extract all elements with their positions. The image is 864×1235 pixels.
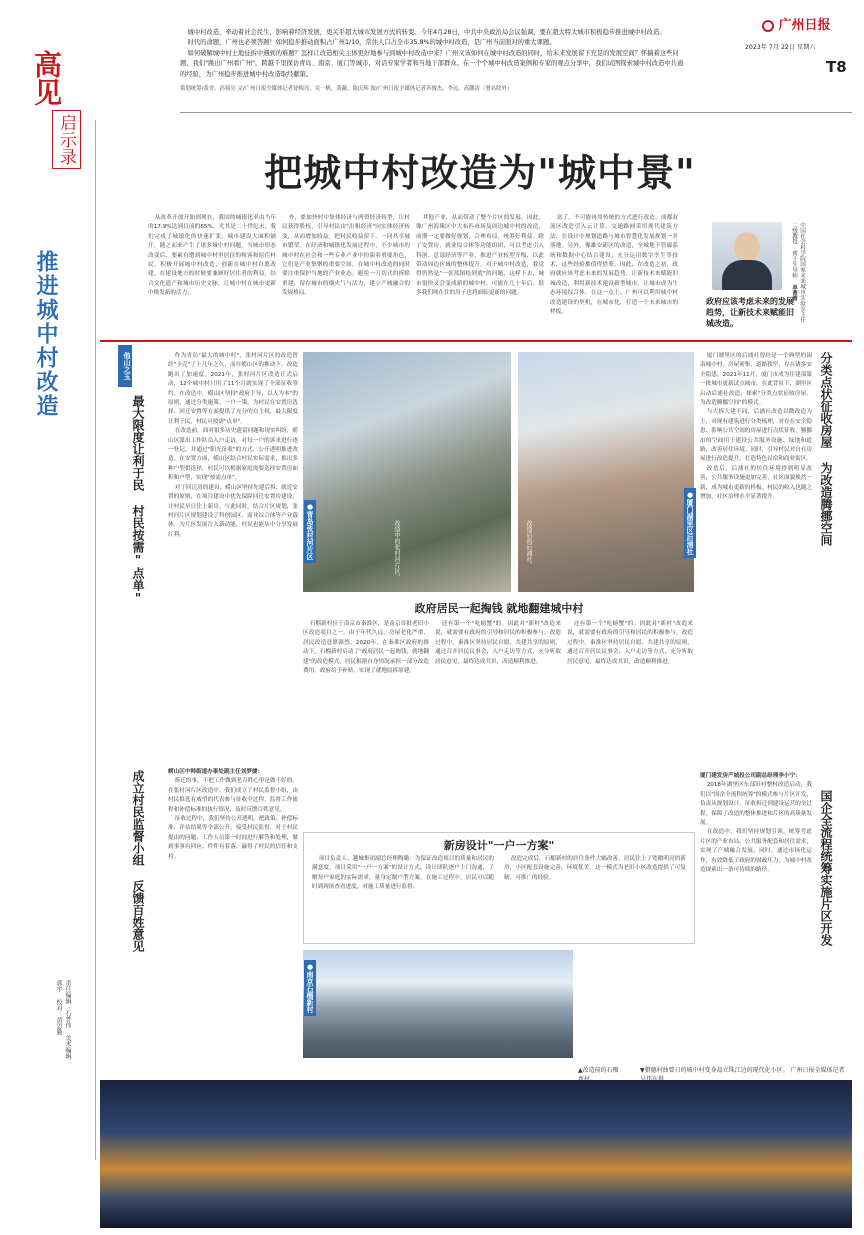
photo-zhangcunhe (303, 352, 511, 592)
article5-col1: 项目负责人、越城集团副总经理陶璐：为保证改造项目的质量和居民的满意度，项目采用"一户一方案"的设计方式，设计团队逐户上门沟通，了解每户家庭的实际需求，量身定制户型方案。在施工过程中，居民可以随时到现场查看进度，对施工质量进行监督。 (312, 856, 494, 891)
photo3-caption: ▲改造前的石榴 (578, 1067, 619, 1074)
intro-p1: 城中村改造，牵动着社会民生，影响着经济发展，更关乎超大城市发展方式的转变。今年4月28日，中共中央政治局会议强调，要在超大特大城市积极稳步推进城中村改造。 (187, 29, 666, 36)
article4-col1: 石榴新村位于南京市秦淮区，是南京首批老旧小区改造项目之一。由于年代久远，房屋老化严重，居民改造意愿强烈。2020年，在秦淮区政府的推动下，石榴新村启动了"政府居民一起掏钱，就地翻建"的改造模式，居民根据自身情况承担一部分改造费用，政府给予补贴，实现了就地原拆原建。 (303, 621, 429, 675)
intro-p2: 时代的命题，广州也必须答题！如何稳步推动面积占广州1/10，常住人口占全市35.8%的城中村改造，是广州当前面对的重大课题。 (187, 39, 556, 47)
pin-icon: ● (306, 963, 314, 971)
intro-credits: 策划统筹/黄舍、孙锦亮 文/广州日报全媒体记者徐梅亮、吴一帆、黄蔽、陈庆辉 图/广州日报全媒体记者苏俊杰、李远、高鹏涛（署名除外） (180, 86, 513, 93)
article4-col2: 还有第一个"吃螃蟹"的。因此对"新村"改造来说，就需要有政府的引导和居民的积极参与。改造过程中，秦淮区坚持居民自愿、共建共享的原则，通过召开居民议事会、入户走访等方式，充分听取居民意见，最终达成共识，改造顺利推进。 (435, 621, 561, 665)
pin-icon: ● (686, 491, 694, 499)
photo-houpu (518, 352, 694, 592)
intro-divider (180, 112, 852, 113)
article7-title: 国企全流程统筹实施片区开发 (819, 790, 833, 946)
photo2-caption: 改造后的后浦社。 (525, 520, 532, 568)
article6-title: 成立村民监督小组 反馈百姓意见 (131, 770, 145, 952)
masthead-logo: 广州日报 (762, 14, 852, 36)
side-vertical-title: 推进城中村改造 (33, 250, 58, 418)
article3-headline: 分类点状征收房屋 为改造腾挪空间 (819, 352, 833, 546)
article6-col: 崂山区中韩街道办事处副主任刘梦捷： 拆迁的事，不把工作做到老百姓心里是做不好的。在张村河片区改造中，我们成立了村民监督小组，由村民推选有威望的代表参与征收全过程，监督工作流程和补偿标准的执行情况，及时反馈百姓意见。 征收过程中，我们坚持公开透明，把政策、补偿标准、评估结果等全部公开，接受村民监督。对于村民提出的问题，工作人员第一时间进行解答和处理，做到事事有回应、件件有着落，赢得了村民的信任和支持。 (168, 769, 298, 860)
pin-icon: ● (306, 503, 314, 511)
sun-icon (762, 20, 774, 32)
article1-col3: 其他产业，从而带动了整个片区的发展。因此，像广州海珠区中大布匹市场及周边城中村的改造，前期一定要做好规划，合理布局，统筹好利益。除了安置房、就业综合体等功能组团，可以考虑引入科创、总部经济等产业，推进产业转型升级，以此带动周边区域的整体提升。对于城中村改造，我觉得仍然是"一张蓝图绘到底"的问题，这样下去，城市很快又会变成新的城中村。可能在几十年后，很多我们现在住的房子也将面临更新的问题。 (416, 215, 544, 297)
article5-box (303, 832, 695, 944)
editor-credits: 责任编辑：石普伟 美术编辑：郭宇 校对：黄思勤 (55, 980, 71, 1065)
issue-date: 2023年 7月 22日 星期六 (745, 44, 816, 51)
article1-col1: 从改革开放开始到现在，我国的城镇化率由当年的17.9%达到目前的65%，尤其是二十世纪末，我们完成了城镇化的快速扩张，城市建设大面积铺开，随之而来产生了诸多城中村问题。当城市形态改变后，要素有遭到城中村里居住的租客和原住村民，积极开展城中村改造，创新在城中村自愿改建，在建设地方的时候要兼顾好居住者的利益，结合文化遗产和城市历史文脉，让城中村在城市更新中焕发新的活力。 (148, 215, 276, 297)
main-title: 把城中村改造为"城中景" (264, 150, 696, 195)
photo-liede (100, 1080, 852, 1228)
section-label-left: 他山之玉 (118, 345, 132, 387)
article1-col4: 富了，不可能再用传统的方式进行改造。成都双流区改造引入云计算，交通路网采用现代建筑方法，在设计中规划道路与城市智慧化发展规划一并落地。另外，像雄安新区的改造，全城地下管廊系统和数据中心结合建设，充分运用数字孪生等技术，这些经验都值得借鉴。因此，在改造之初，政府就应该考虑未来的发展趋势，让新技术来赋能旧城改造，利用新技术建设新型城市，让城市成为生态环境综合体。在这一点上，广州可以利用城中村改造建设的契机，在城市化，打造一个未来城市的样板。 (550, 215, 678, 316)
expert-title: 中国社会科学院国家未来城市实验室主任 二级教授 博士生导师 单菁菁 (791, 222, 805, 323)
intro-block (180, 28, 685, 94)
section-divider (100, 340, 852, 342)
article4-col3: 还有第一个"吃螃蟹"的。因此对"新村"改造来说，就需要有政府的引导和居民的积极参与。改造过程中，秦淮区坚持居民自愿、共建共享的原则，通过召开居民议事会、入户走访等方式，充分听取居民意见，最终达成共识，改造顺利推进。 (567, 621, 693, 665)
photo2-label: ●厦门湖里区后浦社 (684, 488, 696, 558)
photo3-label: ●南京石榴新村 (304, 960, 316, 1016)
photo1-label: ●青岛张村河片区 (304, 500, 316, 563)
photo1-caption: 改造中的张村河片区。 (393, 520, 400, 580)
left-rule (95, 120, 96, 1160)
photo-shiliu (303, 950, 573, 1058)
article2-headline: 最大限度让利于民 村民按需"点单" (131, 395, 145, 605)
page-number: T8 (826, 58, 847, 76)
expert-quote: 政府应该考虑未来的发展趋势，让新技术来赋能旧城改造。 (706, 297, 794, 328)
brand-big: 高见 (30, 50, 63, 106)
photo4-caption: ▼猎德村曲曾日的城中村变身晶立珠江边的现代化小区。 广州日报全媒体记者 (640, 1067, 845, 1074)
intro-p3: 如何破解城中村土地征拆中遇到的难题？怎样让改造相关主体更好地参与到城中村改造中来？广州又该如何在城中村改造的同时，给未来发展留下充足的发展空间？怀揣着这些问题，我们"跳出广州看广州"，跨越千里探访青岛、南京、厦门等城市，对话专家学者和当地干部群众。在一个个城中村改造案例和专家的观点分享中，我们试图探索城中村改造中共通的经验，为广州稳步推进城中村改造取经献策。 (180, 49, 684, 78)
article4-title: 政府居民一起掏钱 就地翻建城中村 (414, 602, 584, 615)
column-brand (24, 50, 84, 190)
article5-title: 新房设计"一户一方案" (443, 839, 555, 852)
person-icon (734, 232, 760, 262)
article1-col2: 外，要加快村中集体经济与两资经济转型，让村民获得股权，引导村民由"出租经济"向实体经济转变，从而增加收益，把村民收益留下，一同共享城市繁荣。在经济和城镇化发展过程中，不少城市的城中村在社会和一些专业产业中扮演着重要角色，它们是产业集聚的重要空间，在城中村改造的同时要注重保护当地的产业业态，避免一刀切式的拆除重建，留存城市的烟火气与活力，建立产城融合的发展格局。 (282, 215, 410, 297)
expert-portrait (712, 222, 782, 290)
article3-col: 厦门湖里区的后浦社曾经是一个典型的闽南城中村，房屋密集、道路狭窄，存在诸多安全隐患。2021年11月，厦门市成为住建部第一批城市更新试点城市。在此背景下，湖里区启动后浦社改造，探索"分类点状征收房屋、为改造腾挪空间"的模式。 与大拆大建不同，后浦社改造以微改造为主，对现有建筑进行分类梳理，对存在安全隐患、影响公共空间的房屋进行点状征收，腾挪出的空间用于建设公共服务设施、绿地和道路，改善居住环境。同时，引导村民对自有房屋进行改造提升，打造特色民宿和商业街区。 改造后，后浦社的居住环境得到明显改善，公共服务设施更加完善，社区面貌焕然一新，成为城市更新的样板。村民的收入也随之增加，社区治理水平显著提升。 (700, 353, 812, 501)
brand-sub: 启示录 (52, 110, 81, 169)
article7-col: 厦门建发房产城投公司副总经理李小宁： 2018年湖里区东部旧村整村改造启动，我们以"国企全流程统筹"的模式参与片区开发，负责从规划设计、征收拆迁到建设运营的全过程，保障了改造的整体推进和片区的高质量发展。 在改造中，我们坚持规划引领，统筹考虑片区的产业布局、公共服务配套和居住需求，实现了产城融合发展。同时，通过市场化运作，有效降低了政府的财政压力，为城中村改造探索出一条可持续的路径。 (700, 773, 812, 874)
article5-col2: 改造完成后，石榴新村的居住条件大幅改善，居民住上了宽敞明亮的新房，小区配套设施完善，环境优美。这一模式为老旧小区改造提供了可复制、可推广的经验。 (504, 856, 686, 881)
article2-col: 作为青岛"最大的城中村"，张村河片区的改造曾经"卡壳"了十几年之久，而在崂山区的推动下，改造跑出了加速度。2021年，张村河片区改造正式启动，12个城中村只用了11个月就实现了全部征收签约。在改造中，崂山区坚持"政府主导，以人为本"的原则，通过分类施策、一户一策，为村民在安置房选择、回迁安置等方面提供了充分的自主权，最大限度让利于民，村民可按需"点单"。 在改造前，面对很多历史遗留问题和现实纠纷，崂山区派出工作队员入户走访，对每一户的诉求进行逐一登记，并通过"阳光征收"的方式，公开透明推进改造。在安置方面，崂山区结合村民实际需求，推出多种户型供选择，村民可以根据家庭需要选择安置房面积和户型，实现"按需点单"。 对于回迁房的建设，崂山区坚持先建后拆、就近安置的原则，在项目建设中优先保障回迁安置房建设，让村民早日住上新房。与此同时，结合片区规划，张村河片区规划建设了科创园区、商业综合体等产业载体，为片区发展注入新动能，村民也能从中分享发展红利。 (168, 353, 298, 538)
